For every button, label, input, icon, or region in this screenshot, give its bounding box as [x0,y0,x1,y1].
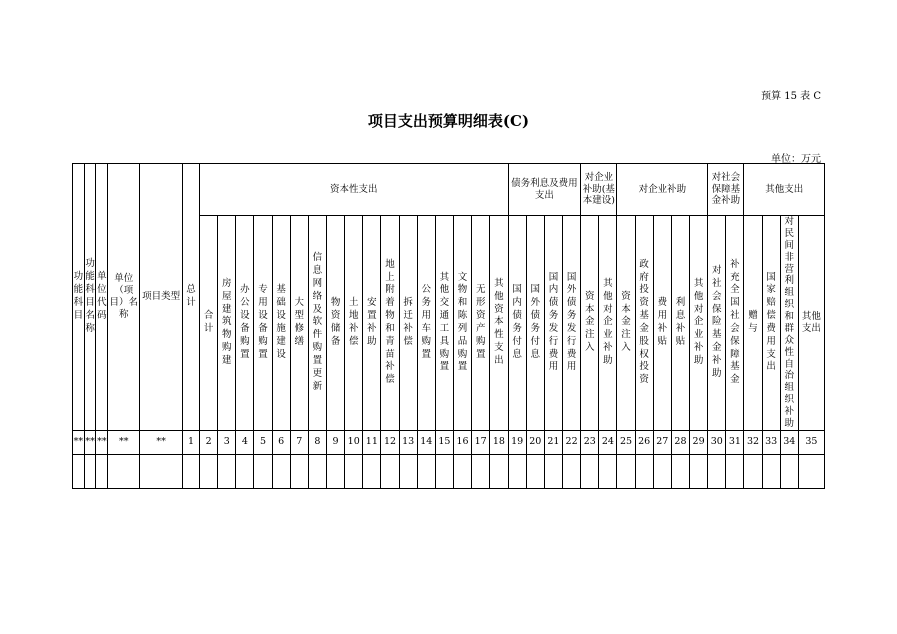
column-header: 补充全国社会保障基金 [726,216,744,431]
index-cell: 3 [218,430,236,454]
data-cell [399,454,417,488]
data-cell [363,454,381,488]
index-cell: 27 [653,430,671,454]
data-cell [635,454,653,488]
data-cell [581,454,599,488]
data-cell [690,454,708,488]
header-function-name: 功能科目名称 [84,164,96,431]
data-cell [617,454,635,488]
index-cell: 24 [599,430,617,454]
index-row [73,430,825,454]
data-row-empty [73,454,825,488]
data-cell [96,454,108,488]
data-cell [200,454,218,488]
index-cell: 12 [381,430,399,454]
column-header: 利息补贴 [671,216,689,431]
column-header: 国内债务付息 [508,216,526,431]
index-cell: ** [96,430,108,454]
group-social-security-fund-subsidy: 对社会保障基金补助 [708,164,744,216]
index-cell: 33 [762,430,780,454]
data-cell [73,454,85,488]
index-cell: 28 [671,430,689,454]
group-capital-expenditure: 资本性支出 [200,164,509,216]
column-header: 其他对企业补助 [690,216,708,431]
index-cell: 8 [308,430,326,454]
group-other-expenditure: 其他支出 [744,164,825,216]
data-cell [708,454,726,488]
column-header: 其他支出 [798,216,824,431]
data-cell [182,454,199,488]
column-header: 土地补偿 [345,216,363,431]
index-cell: 11 [363,430,381,454]
data-cell [526,454,544,488]
data-cell [544,454,562,488]
index-cell: 5 [254,430,272,454]
column-header: 其他交通工具购置 [435,216,453,431]
column-header: 对民间非营利组织和群众性自治组织补助 [780,216,798,431]
data-cell [472,454,490,488]
index-cell: 16 [453,430,471,454]
index-cell: ** [84,430,96,454]
data-cell [508,454,526,488]
column-header: 专用设备购置 [254,216,272,431]
header-project-type: 项目类型 [140,164,183,431]
data-cell [254,454,272,488]
column-header: 其他资本性支出 [490,216,508,431]
column-header: 资本金注入 [617,216,635,431]
index-cell: 13 [399,430,417,454]
unit-label: 单位：万元 [771,154,821,165]
index-cell: 10 [345,430,363,454]
index-cell: 29 [690,430,708,454]
data-cell [272,454,290,488]
column-header: 合计 [200,216,218,431]
data-cell [435,454,453,488]
index-cell: 4 [236,430,254,454]
data-cell [671,454,689,488]
index-cell: 19 [508,430,526,454]
data-cell [490,454,508,488]
index-cell: 22 [563,430,581,454]
index-cell: 15 [435,430,453,454]
data-cell [726,454,744,488]
index-cell: 23 [581,430,599,454]
index-cell: 9 [327,430,345,454]
column-header: 其他对企业补助 [599,216,617,431]
data-cell [140,454,183,488]
header-total: 总计 [182,164,199,431]
data-cell [563,454,581,488]
header-function-code: 功能科目 [73,164,85,431]
index-cell: ** [73,430,85,454]
index-cell: ** [140,430,183,454]
index-cell: 32 [744,430,762,454]
column-header: 费用补贴 [653,216,671,431]
data-cell [798,454,824,488]
column-header: 政府投资基金股权投资 [635,216,653,431]
index-cell: 18 [490,430,508,454]
group-enterprise-subsidy-construction: 对企业补助(基本建设) [581,164,617,216]
data-cell [417,454,435,488]
index-cell: 31 [726,430,744,454]
column-header: 国外债务付息 [526,216,544,431]
column-header: 国内债务发行费用 [544,216,562,431]
column-header: 文物和陈列品购置 [453,216,471,431]
index-cell: 34 [780,430,798,454]
data-cell [453,454,471,488]
data-cell [84,454,96,488]
data-cell [762,454,780,488]
data-cell [218,454,236,488]
data-cell [780,454,798,488]
header-unit-code: 单位代码 [96,164,108,431]
index-cell: 7 [290,430,308,454]
index-cell: 25 [617,430,635,454]
column-header: 物资储备 [327,216,345,431]
column-header: 资本金注入 [581,216,599,431]
column-header: 房屋建筑物购建 [218,216,236,431]
column-header: 基础设施建设 [272,216,290,431]
data-cell [381,454,399,488]
column-header: 大型修缮 [290,216,308,431]
column-header: 无形资产购置 [472,216,490,431]
data-cell [308,454,326,488]
data-cell [290,454,308,488]
form-number-label: 预算 15 表 C [761,91,821,102]
index-cell: 20 [526,430,544,454]
column-header: 国家赔偿费用支出 [762,216,780,431]
column-header: 安置补助 [363,216,381,431]
data-cell [599,454,617,488]
budget-detail-table [72,163,825,489]
index-cell: 17 [472,430,490,454]
data-cell [744,454,762,488]
data-cell [108,454,140,488]
group-debt-interest: 债务利息及费用支出 [508,164,581,216]
header-unit-project-name: 单位（项目）名称 [108,164,140,431]
header-row-groups [73,164,825,216]
group-enterprise-subsidy: 对企业补助 [617,164,708,216]
column-header: 办公设备购置 [236,216,254,431]
column-header: 地上附着物和青苗补偿 [381,216,399,431]
index-cell: ** [108,430,140,454]
column-header: 公务用车购置 [417,216,435,431]
index-cell: 21 [544,430,562,454]
index-cell: 35 [798,430,824,454]
column-header: 国外债务发行费用 [563,216,581,431]
column-header: 对社会保险基金补助 [708,216,726,431]
index-cell: 26 [635,430,653,454]
index-cell: 2 [200,430,218,454]
page-title: 项目支出预算明细表(C) [367,112,530,130]
data-cell [653,454,671,488]
data-cell [327,454,345,488]
data-cell [345,454,363,488]
index-cell: 1 [182,430,199,454]
column-header: 拆迁补偿 [399,216,417,431]
index-cell: 6 [272,430,290,454]
data-cell [236,454,254,488]
index-cell: 30 [708,430,726,454]
column-header: 赠与 [744,216,762,431]
index-cell: 14 [417,430,435,454]
column-header: 信息网络及软件购置更新 [308,216,326,431]
